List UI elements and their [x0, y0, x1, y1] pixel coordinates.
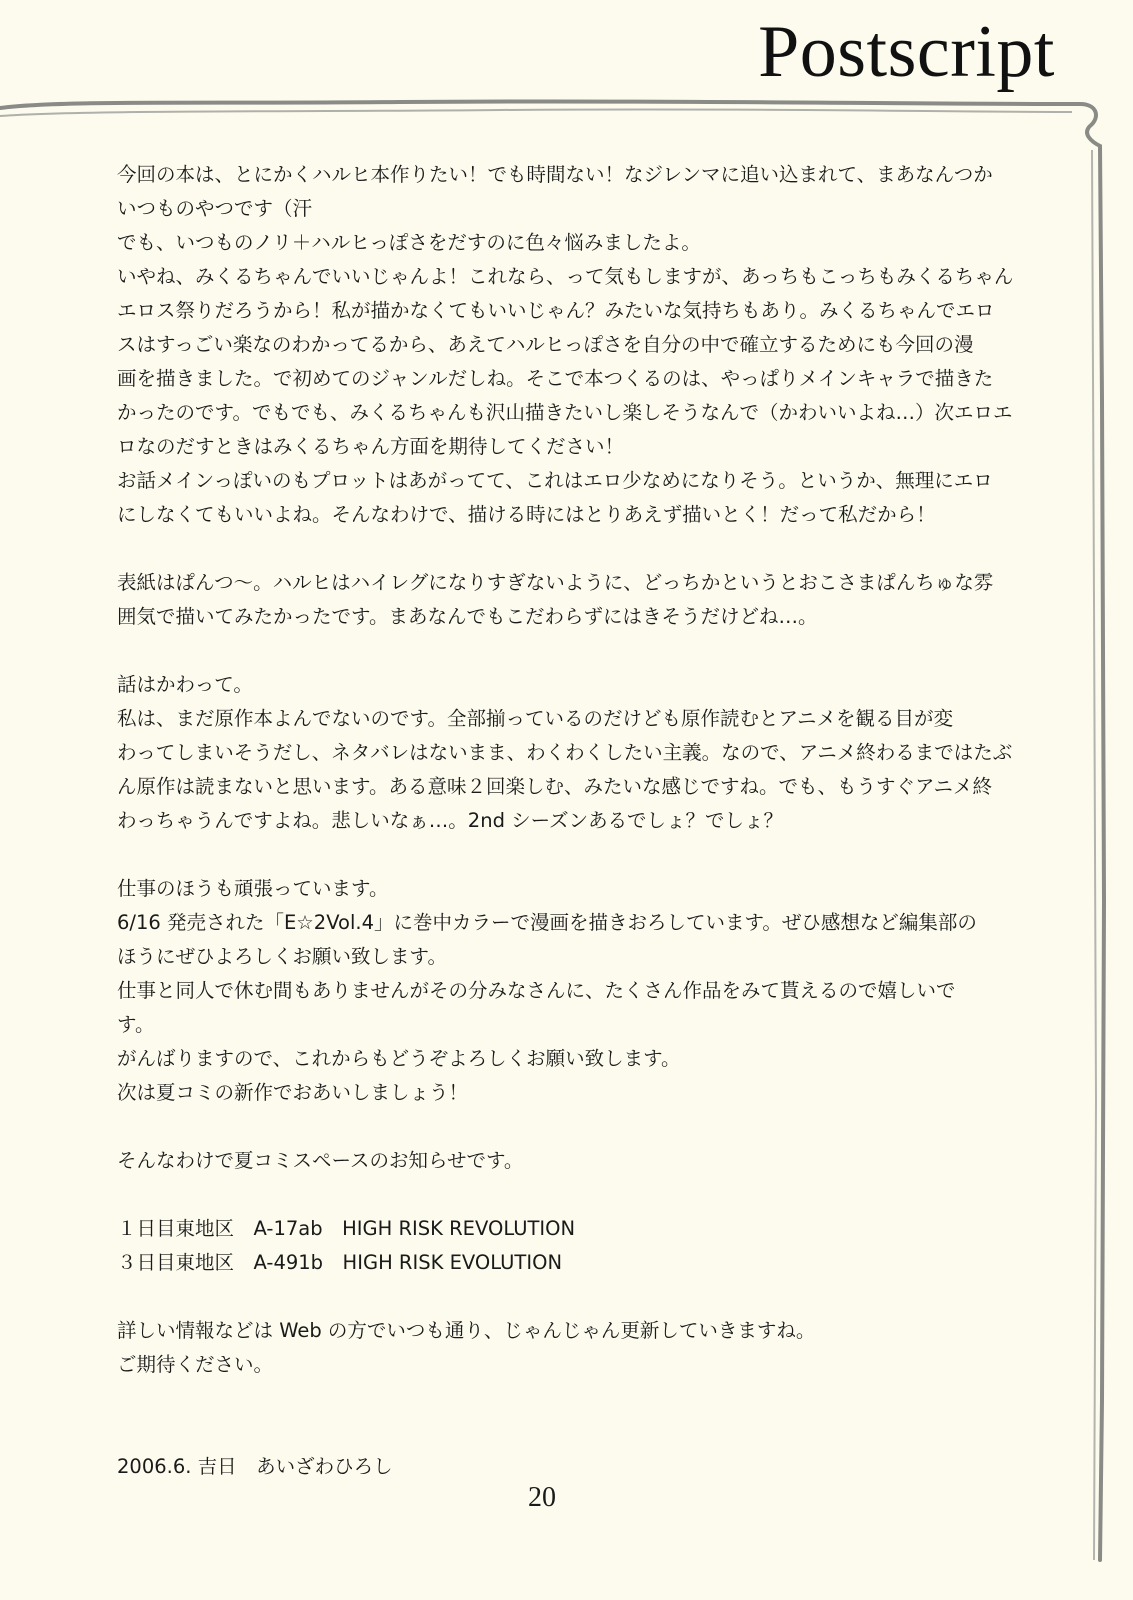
- text-line: 次は夏コミの新作でおあいしましょう！: [117, 1081, 469, 1104]
- text-line: 表紙はぱんつ～。ハルヒはハイレグになりすぎないように、どっちかというとおこさまぱんちゅな雰: [117, 571, 994, 594]
- text-line: ３日目東地区 A-491b HIGH RISK EVOLUTION: [117, 1251, 563, 1274]
- text-line: そんなわけで夏コミスペースのお知らせです。: [117, 1149, 524, 1172]
- text-line: 詳しい情報などは Web の方でいつも通り、じゃんじゃん更新していきますね。: [117, 1319, 816, 1342]
- text-line: 仕事のほうも頑張っています。: [117, 877, 389, 900]
- blank-line: [117, 532, 1013, 566]
- text-line: かったのです。でもでも、みくるちゃんも沢山描きたいし楽しそうなんで（かわいいよね…）次エロエ: [117, 401, 1013, 424]
- text-line: 今回の本は、とにかくハルヒ本作りたい！でも時間ない！なジレンマに追い込まれて、まあなんつか: [117, 163, 993, 186]
- text-line: いつものやつです（汗: [117, 197, 313, 220]
- blank-line: [117, 1280, 1013, 1314]
- text-line: す。: [117, 1013, 155, 1036]
- text-line: 仕事と同人で休む間もありませんがその分みなさんに、たくさん作品をみて貰えるので嬉しいで: [117, 979, 956, 1002]
- text-line: 画を描きました。で初めてのジャンルだしね。そこで本つくるのは、やっぱりメインキャラで描きた: [117, 367, 994, 390]
- page-title: Postscript: [758, 11, 1055, 93]
- blank-line: [117, 634, 1013, 668]
- text-line: １日目東地区 A-17ab HIGH RISK REVOLUTION: [117, 1217, 576, 1240]
- text-line: エロス祭りだろうから！私が描かなくてもいいじゃん？みたいな気持ちもあり。みくるちゃんでエロ: [117, 299, 995, 322]
- text-line: ほうにぜひよろしくお願い致します。: [117, 945, 447, 968]
- blank-line: [117, 838, 1013, 872]
- blank-line: [117, 1178, 1013, 1212]
- text-line: にしなくてもいいよね。そんなわけで、描ける時にはとりあえず描いとく！だって私だから！: [117, 503, 936, 526]
- blank-line: [117, 1382, 1013, 1416]
- text-line: ん原作は読まないと思います。ある意味２回楽しむ、みたいな感じですね。でも、もうすぐアニメ終: [117, 775, 992, 798]
- text-line: スはすっごい楽なのわかってるから、あえてハルヒっぽさを自分の中で確立するためにも今回の漫: [117, 333, 974, 356]
- text-line: 囲気で描いてみたかったです。まあなんでもこだわらずにはきそうだけどね…。: [117, 605, 818, 628]
- text-line: わっちゃうんですよね。悲しいなぁ…。2nd シーズンあるでしょ？でしょ？: [117, 809, 783, 832]
- text-line: 私は、まだ原作本よんでないのです。全部揃っているのだけども原作読むとアニメを観る目が変: [117, 707, 953, 730]
- text-line: ロなのだすときはみくるちゃん方面を期待してください！: [117, 435, 625, 458]
- postscript-body: [117, 158, 1013, 1484]
- text-line: 2006.6. 吉日 あいざわひろし: [117, 1455, 393, 1478]
- text-line: いやね、みくるちゃんでいいじゃんよ！これなら、って気もしますが、あっちもこっちもみくるちゃん: [117, 265, 1014, 288]
- text-line: わってしまいそうだし、ネタバレはないまま、わくわくしたい主義。なので、アニメ終わるまではたぶ: [117, 741, 1013, 764]
- text-line: お話メインっぽいのもプロットはあがってて、これはエロ少なめになりそう。というか、無理にエロ: [117, 469, 993, 492]
- text-line: 6/16 発売された「E☆2Vol.4」に巻中カラーで漫画を描きおろしています。ぜひ感想など編集部の: [117, 911, 977, 934]
- text-line: がんばりますので、これからもどうぞよろしくお願い致します。: [117, 1047, 681, 1070]
- text-line: でも、いつものノリ＋ハルヒっぽさをだすのに色々悩みましたよ。: [117, 231, 701, 254]
- blank-line: [117, 1110, 1013, 1144]
- text-line: 話はかわって。: [117, 673, 253, 696]
- page-number: 20: [528, 1482, 556, 1513]
- text-line: ご期待ください。: [117, 1353, 274, 1376]
- blank-line: [117, 1416, 1013, 1450]
